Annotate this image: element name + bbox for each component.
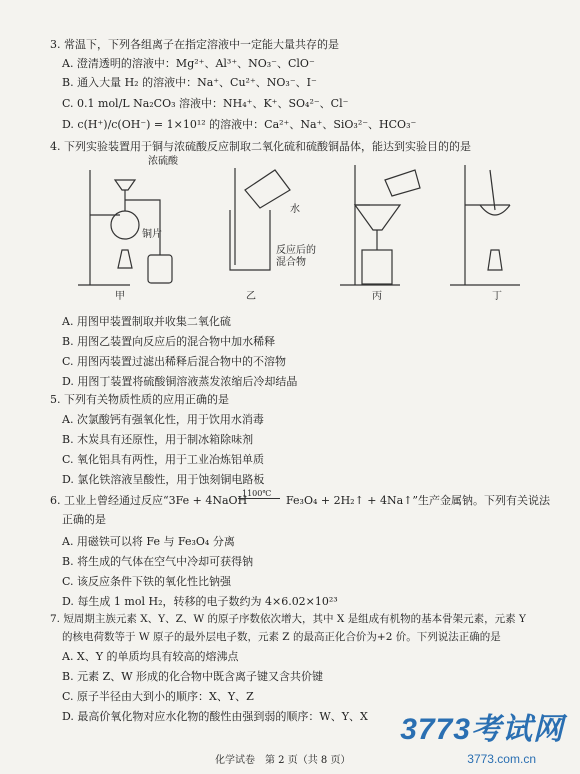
label-acid: 浓硫酸 bbox=[148, 156, 178, 167]
question-7-option-a: A. X、Y 的单质均具有较高的熔沸点 bbox=[62, 650, 239, 663]
question-3-option-c: C. 0.1 mol/L Na₂CO₃ 溶液中：NH₄⁺、K⁺、SO₄²⁻、Cl⁻ bbox=[62, 97, 349, 110]
question-3-option-d: D. c(H⁺)/c(OH⁻) = 1×10¹² 的溶液中：Ca²⁺、Na⁺、SiO₃²⁻、HCO₃⁻ bbox=[62, 118, 417, 131]
label-bing: 丙 bbox=[372, 291, 382, 302]
beaker-yi bbox=[230, 210, 270, 270]
question-7-option-d: D. 最高价氧化物对应水化物的酸性由强到弱的顺序：W、Y、X bbox=[62, 710, 368, 723]
beaker-bing bbox=[362, 250, 392, 284]
question-6-option-d: D. 每生成 1 mol H₂，转移的电子数约为 4×6.02×10²³ bbox=[62, 595, 338, 608]
question-6-stem-part-c: 正确的是 bbox=[62, 513, 106, 526]
stirring-rod-icon bbox=[490, 170, 495, 210]
filter-funnel-icon bbox=[355, 205, 400, 230]
question-7-stem-part-b: 的核电荷数等于 W 原子的最外层电子数，元素 Z 的最高正化合价为+2 价。下列说法正确的是 bbox=[62, 631, 501, 643]
question-6-stem-part-a: 6. 工业上曾经通过反应“3Fe + 4NaOH bbox=[50, 494, 248, 507]
apparatus-drawing bbox=[70, 150, 540, 300]
question-5-option-a: A. 次氯酸钙有强氧化性，用于饮用水消毒 bbox=[62, 413, 264, 426]
label-mixture: 反应后的 混合物 bbox=[276, 245, 316, 268]
label-copper: 铜片 bbox=[142, 229, 162, 240]
label-water: 水 bbox=[290, 204, 300, 215]
label-jia: 甲 bbox=[115, 291, 125, 302]
question-4-option-d: D. 用图丁装置将硫酸铜溶液蒸发浓缩后冷却结晶 bbox=[62, 375, 298, 388]
question-5-stem: 5. 下列有关物质性质的应用正确的是 bbox=[50, 393, 229, 406]
lamp-icon bbox=[488, 250, 502, 270]
apparatus-figure bbox=[70, 150, 540, 300]
watermark-brand: 3773考试网 bbox=[400, 713, 564, 746]
funnel-icon bbox=[115, 180, 135, 190]
reaction-condition: 1100℃ bbox=[242, 489, 272, 498]
question-5-option-d: D. 氯化铁溶液呈酸性，用于蚀刻铜电路板 bbox=[62, 473, 265, 486]
flask-icon bbox=[111, 211, 139, 239]
pouring-vessel-icon bbox=[245, 170, 290, 208]
reaction-arrow bbox=[238, 498, 280, 499]
question-5-option-c: C. 氧化铝具有两性，用于工业冶炼铝单质 bbox=[62, 453, 265, 466]
question-3-option-b: B. 通入大量 H₂ 的溶液中：Na⁺、Cu²⁺、NO₃⁻、I⁻ bbox=[62, 76, 317, 89]
question-4-stem: 4. 下列实验装置用于铜与浓硫酸反应制取二氧化硫和硫酸铜晶体，能达到实验目的的是 bbox=[50, 140, 471, 153]
watermark-url: 3773.com.cn bbox=[467, 752, 536, 766]
question-6-option-b: B. 将生成的气体在空气中冷却可获得钠 bbox=[62, 555, 254, 568]
question-6-stem-part-b: Fe₃O₄ + 2H₂↑ + 4Na↑”生产金属钠。下列有关说法 bbox=[286, 494, 551, 507]
question-6-option-a: A. 用磁铁可以将 Fe 与 Fe₃O₄ 分离 bbox=[62, 535, 235, 548]
question-7-stem-part-a: 7. 短周期主族元素 X、Y、Z、W 的原子序数依次增大，其中 X 是组成有机物的基本骨架元素，元素 Y bbox=[50, 613, 526, 625]
question-7-option-b: B. 元素 Z、W 形成的化合物中既含离子键又含共价键 bbox=[62, 670, 324, 683]
burner-icon bbox=[118, 250, 132, 268]
question-7-option-c: C. 原子半径由大到小的顺序：X、Y、Z bbox=[62, 690, 254, 703]
question-3-stem: 3. 常温下，下列各组离子在指定溶液中一定能大量共存的是 bbox=[50, 38, 339, 51]
label-yi: 乙 bbox=[246, 291, 256, 302]
question-4-option-a: A. 用图甲装置制取并收集二氧化硫 bbox=[62, 315, 231, 328]
collection-bottle-icon bbox=[148, 255, 172, 283]
label-ding: 丁 bbox=[492, 291, 502, 302]
question-3-option-a: A. 澄清透明的溶液中：Mg²⁺、Al³⁺、NO₃⁻、ClO⁻ bbox=[62, 57, 315, 70]
question-4-option-c: C. 用图丙装置过滤出稀释后混合物中的不溶物 bbox=[62, 355, 287, 368]
page-footer: 化学试卷 第 2 页（共 8 页） bbox=[215, 755, 351, 766]
question-6-option-c: C. 该反应条件下铁的氧化性比钠强 bbox=[62, 575, 232, 588]
question-4-option-b: B. 用图乙装置向反应后的混合物中加水稀释 bbox=[62, 335, 276, 348]
question-5-option-b: B. 木炭具有还原性，用于制冰箱除味剂 bbox=[62, 433, 254, 446]
